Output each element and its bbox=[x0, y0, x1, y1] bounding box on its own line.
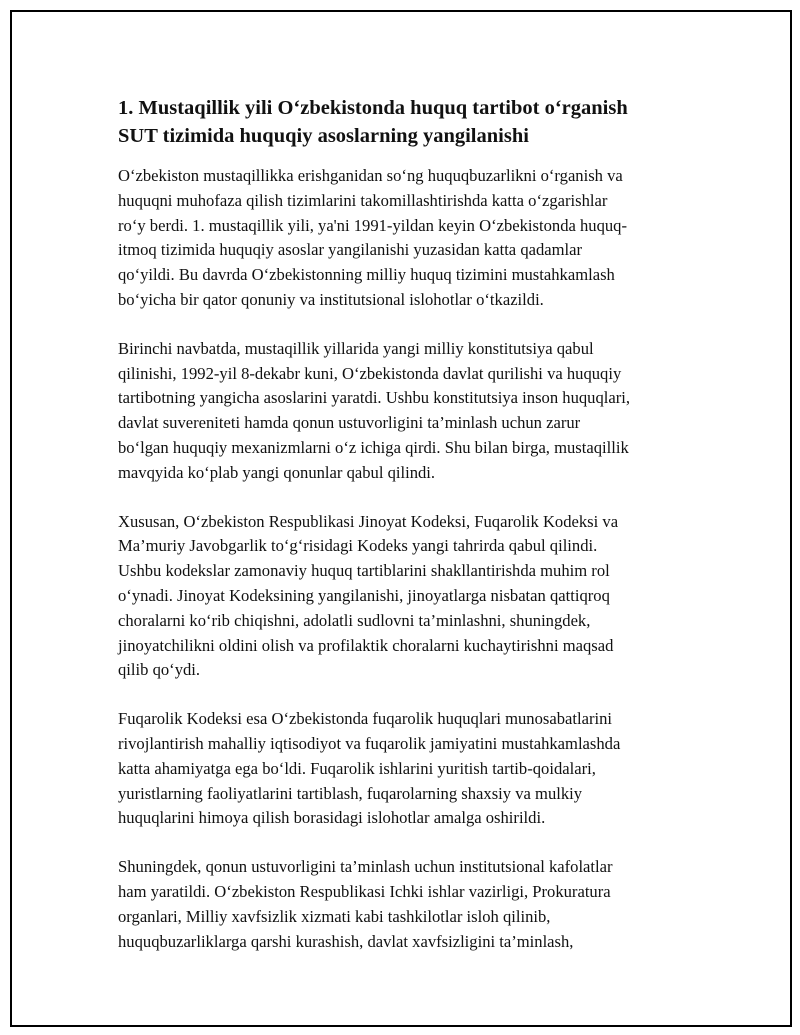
text-line: jinoyatchilikni oldini olish va profilaktik choralarni kuchaytirishni maqsad bbox=[118, 635, 614, 655]
document-body bbox=[118, 94, 688, 978]
text-line: davlat suvereniteti hamda qonun ustuvorligini ta’minlash uchun zarur bbox=[118, 413, 581, 433]
text-line: rivojlantirish mahalliy iqtisodiyot va fuqarolik jamiyatini mustahkamlashda bbox=[118, 733, 621, 753]
text-line: Ma’muriy Javobgarlik to‘g‘risidagi Kodeks yangi tahrirda qabul qilindi. bbox=[118, 536, 598, 556]
text-line: tartibotning yangicha asoslarini yaratdi. Ushbu konstitutsiya inson huquqlari, bbox=[118, 388, 631, 408]
text-line: bo‘yicha bir qator qonuniy va institutsional islohotlar o‘tkazildi. bbox=[118, 289, 544, 309]
paragraph-civil-code bbox=[118, 707, 688, 831]
text-line: bo‘lgan huquqiy mexanizmlarni o‘z ichiga qirdi. Shu bilan birga, mustaqillik bbox=[118, 437, 629, 457]
text-line: mavqyida ko‘plab yangi qonunlar qabul qilindi. bbox=[118, 462, 436, 482]
text-line: Shuningdek, qonun ustuvorligini ta’minlash uchun institutsional kafolatlar bbox=[118, 857, 613, 877]
text-line: huquqbuzarliklarga qarshi kurashish, davlat xavfsizligini ta’minlash, bbox=[118, 931, 574, 951]
heading-line: SUT tizimida huquqiy asoslarning yangilanishi bbox=[118, 125, 529, 147]
heading-line: 1. Mustaqillik yili O‘zbekistonda huquq tartibot o‘rganish bbox=[118, 97, 628, 119]
text-line: Xususan, O‘zbekiston Respublikasi Jinoyat Kodeksi, Fuqarolik Kodeksi va bbox=[118, 511, 619, 531]
text-line: ham yaratildi. O‘zbekiston Respublikasi Ichki ishlar vazirligi, Prokuratura bbox=[118, 881, 611, 901]
text-line: huquqlarini himoya qilish borasidagi islohotlar amalga oshirildi. bbox=[118, 808, 546, 828]
text-line: yuristlarning faoliyatlarini tartiblash, fuqarolarning shaxsiy va mulkiy bbox=[118, 783, 583, 803]
text-line: Ushbu kodekslar zamonaviy huquq tartiblarini shakllantirishda muhim rol bbox=[118, 561, 610, 581]
paragraph-institutions bbox=[118, 855, 688, 954]
text-line: qilib qo‘ydi. bbox=[118, 660, 201, 680]
paragraph-constitution bbox=[118, 337, 688, 486]
text-line: o‘ynadi. Jinoyat Kodeksining yangilanishi, jinoyatlarga nisbatan qattiqroq bbox=[118, 585, 610, 605]
text-line: huquqni muhofaza qilish tizimlarini takomillashtirishda katta o‘zgarishlar bbox=[118, 190, 608, 210]
text-line: qilinishi, 1992-yil 8-dekabr kuni, O‘zbekistonda davlat qurilishi va huquqiy bbox=[118, 363, 622, 383]
text-line: O‘zbekiston mustaqillikka erishganidan so‘ng huquqbuzarlikni o‘rganish va bbox=[118, 166, 623, 185]
text-line: Fuqarolik Kodeksi esa O‘zbekistonda fuqarolik huquqlari munosabatlarini bbox=[118, 709, 613, 729]
text-line: itmoq tizimida huquqiy asoslar yangilanishi yuzasidan katta qadamlar bbox=[118, 240, 583, 260]
text-line: ro‘y berdi. 1. mustaqillik yili, ya'ni 1991-yildan keyin O‘zbekistonda huquq- bbox=[118, 215, 628, 235]
section-heading bbox=[118, 94, 688, 150]
text-line: organlari, Milliy xavfsizlik xizmati kabi tashkilotlar isloh qilinib, bbox=[118, 906, 551, 926]
paragraph-intro bbox=[118, 164, 688, 313]
text-line: katta ahamiyatga ega bo‘ldi. Fuqarolik ishlarini yuritish tartib-qoidalari, bbox=[118, 758, 596, 778]
text-line: qo‘yildi. Bu davrda O‘zbekistonning milliy huquq tizimini mustahkamlash bbox=[118, 265, 615, 285]
text-line: Birinchi navbatda, mustaqillik yillarida yangi milliy konstitutsiya qabul bbox=[118, 338, 594, 358]
text-line: choralarni ko‘rib chiqishni, adolatli sudlovni ta’minlashni, shuningdek, bbox=[118, 610, 591, 630]
paragraph-codes bbox=[118, 510, 688, 684]
